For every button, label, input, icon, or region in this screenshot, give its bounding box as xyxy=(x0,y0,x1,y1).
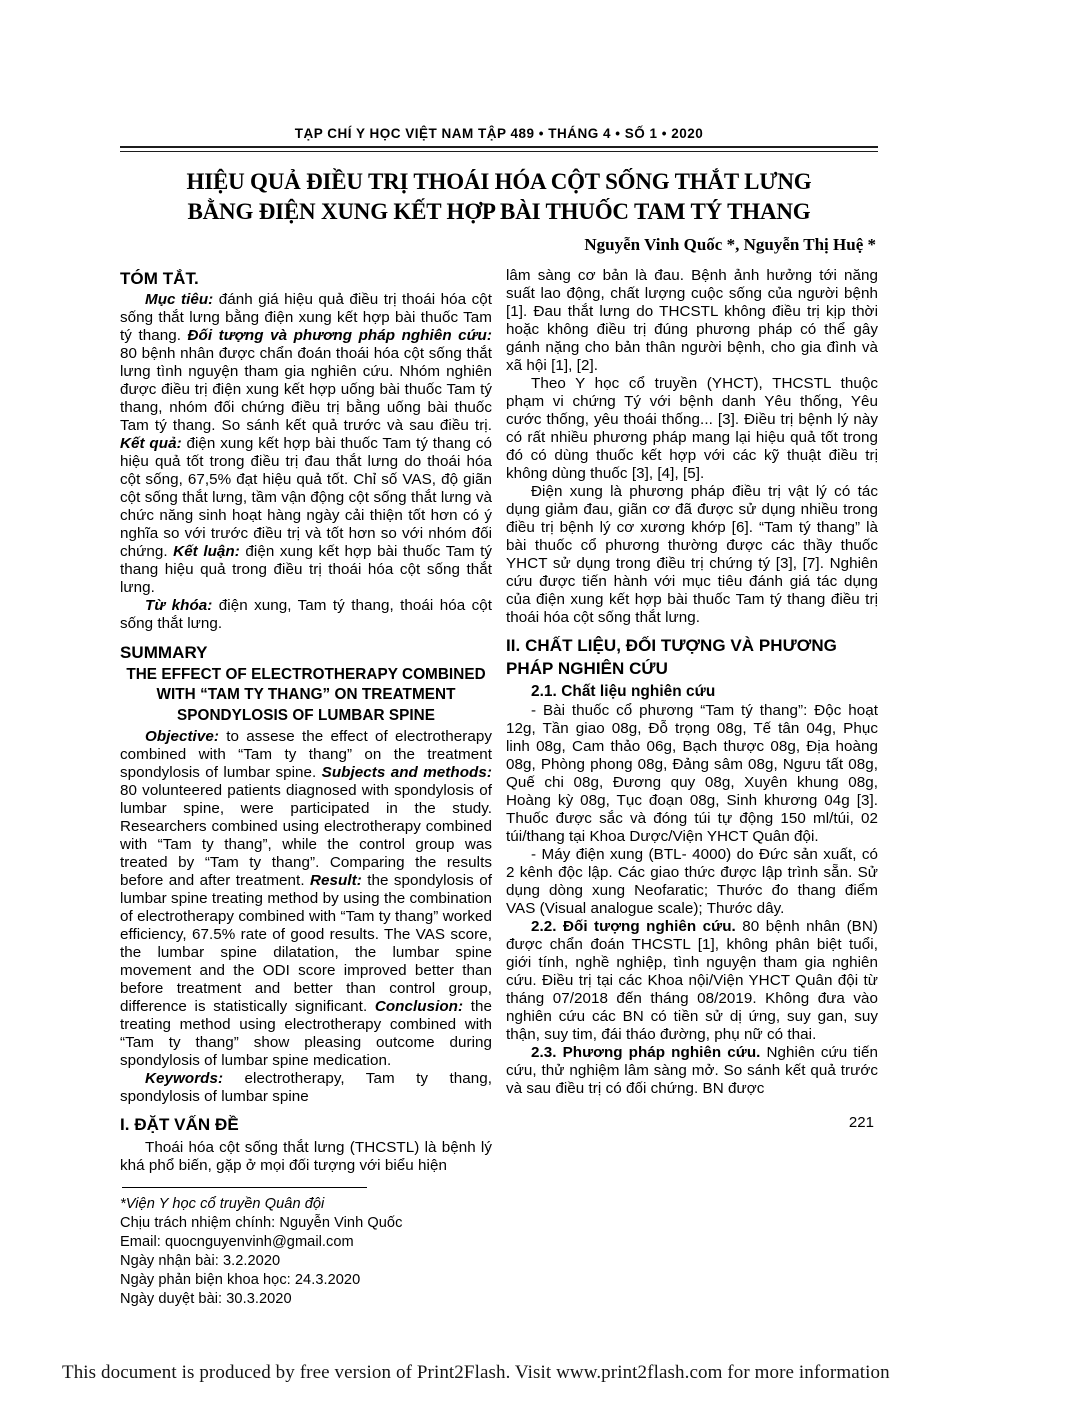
yhct-paragraph: Theo Y học cổ truyền (YHCT), THCSTL thuộc phạm vi chứng Tý với bệnh danh Yêu thống, Yêu cước thống, yêu thoái thống... [3]. Điều trị bệnh lý này có rất nhiều phương pháp mang lại hiệu quả tốt trong đó có dùng thuốc kết hợp với các kỹ thuật điều trị không dùng thuốc [3], [4], [5]. xyxy=(506,374,878,482)
footnote-affiliation: *Viện Y học cổ truyền Quân đội xyxy=(120,1196,325,1213)
footnote-line: Email: quocnguyenvinh@gmail.com xyxy=(120,1234,354,1251)
two-column-body xyxy=(120,267,878,1310)
column-right xyxy=(506,267,878,1310)
keywords-vi-paragraph: Từ khóa: điện xung, Tam tý thang, thoái hóa cột sống thắt lưng. xyxy=(120,596,493,632)
intro-heading: I. ĐẶT VẤN ĐỀ xyxy=(120,1115,239,1135)
footer-watermark: This document is produced by free version of Print2Flash. Visit www.print2flash.com for more information xyxy=(62,1362,890,1383)
section-2-heading: II. CHẤT LIỆU, ĐỐI TƯỢNG VÀ PHƯƠNG PHÁP NGHIÊN CỨU xyxy=(506,635,837,678)
journal-header: TẠP CHÍ Y HỌC VIỆT NAM TẬP 489 • THÁNG 4 • SỐ 1 • 2020 xyxy=(294,126,704,141)
footnote-line: Ngày nhận bài: 3.2.2020 xyxy=(120,1253,281,1270)
tomtat-heading: TÓM TẮT. xyxy=(120,268,199,288)
intro-paragraph: Thoái hóa cột sống thắt lưng (THCSTL) là bệnh lý khá phổ biến, gặp ở mọi đối tượng với biểu hiện xyxy=(120,1139,492,1175)
intro-continuation-paragraph: lâm sàng cơ bản là đau. Bệnh ảnh hưởng tới năng suất lao động, chất lượng cuộc sống của người bệnh [1]. Đau thắt lưng do THCSTL không điều trị kịp thời hoặc không điều trị đúng phương pháp có thể gây gánh nặng cho bản thân người bệnh, cho gia đình và xã hội [1], [2]. xyxy=(506,266,878,374)
abstract-paragraph: Mục tiêu: đánh giá hiệu quả điều trị thoái hóa cột sống thắt lưng bằng điện xung kết hợp bài thuốc Tam tý thang. Đối tượng và phương pháp nghiên cứu: 80 bệnh nhân được chẩn đoán thoái hóa cột sống thắt lưng tình nguyện tham gia nghiên cứu. Nhóm nghiên được điều trị điện xung kết hợp uống bài thuốc Tam tý thang, nhóm đối chứng điều trị bằng uống bài thuốc Tam tý thang. So sánh kết quả trước và sau điều trị. Kết quả: điện xung kết hợp bài thuốc Tam tý thang có hiệu quả tốt trong điều trị đau thắt lưng do thoái hóa cột sống, 67,5% đạt hiệu quả tốt. Chỉ số VAS, độ giãn cột sống thắt lưng, tầm vận động cột sống thắt lưng và chức năng sinh hoạt hàng ngày cải thiện tốt hơn có ý nghĩa so với trước điều trị và tốt hơn so với nhóm đối chứng. Kết luận: điện xung kết hợp bài thuốc Tam tý thang hiệu quả trong điều trị thoái hóa cột sống thắt lưng. xyxy=(120,290,493,596)
article-title xyxy=(120,167,878,227)
keywords-en-paragraph: Keywords: electrotherapy, Tam ty thang, spondylosis of lumbar spine xyxy=(120,1070,492,1106)
section-2-1-heading: 2.1. Chất liệu nghiên cứu xyxy=(531,682,716,700)
footnote-line: Ngày duyệt bài: 30.3.2020 xyxy=(120,1291,292,1308)
section-2-3-paragraph: 2.3. Phương pháp nghiên cứu. Nghiên cứu tiến cứu, thử nghiệm lâm sàng mở. So sánh kết quả trước và sau điều trị có đối chứng. BN được xyxy=(506,1043,878,1097)
remedy-paragraph: - Bài thuốc cổ phương “Tam tý thang”: Độc hoạt 12g, Tần giao 08g, Đỗ trọng 08g, Tế tân 04g, Phục linh 08g, Cam thảo 06g, Bạch thược 08g, Địa hoàng 08g, Phòng phong 08g, Đảng sâm 08g, Ngưu tất 08g, Quế chi 08g, Đương quy 08g, Xuyên khung 08g, Hoàng kỳ 08g, Tục đoạn 08g, Sinh khương 04g [3]. Thuốc được sắc và đóng túi tự động 150 ml/túi, 02 túi/thang tại Khoa Dược/Viện YHCT Quân đội. xyxy=(506,701,878,845)
article-title-line2: BẰNG ĐIỆN XUNG KẾT HỢP BÀI THUỐC TAM TÝ THANG xyxy=(187,198,811,224)
page-number: 221 xyxy=(848,1113,874,1131)
footnote-line: Chịu trách nhiệm chính: Nguyễn Vinh Quốc xyxy=(120,1215,403,1232)
page-content xyxy=(120,126,878,1309)
column-left xyxy=(120,267,492,1310)
footnote-line: Ngày phản biện khoa học: 24.3.2020 xyxy=(120,1272,361,1289)
dien-xung-paragraph: Điện xung là phương pháp điều trị vật lý có tác dụng giảm đau, giãn cơ đã được sử dụng nhiều trong điều trị bệnh lý cơ xương khớp [6]. “Tam tý thang” là bài thuốc cổ phương thường được các thầy thuốc YHCT sử dụng trong điều trị chứng tý [3], [7]. Nghiên cứu được tiến hành với mục tiêu đánh giá tác dụng của điện xung kết hợp bài thuốc Tam tý thang điều trị thoái hóa cột sống thắt lưng. xyxy=(506,482,878,626)
section-2-2-paragraph: 2.2. Đối tượng nghiên cứu. 80 bệnh nhân (BN) được chẩn đoán THCSTL [1], không phân biệt tuổi, giới tính, nghề nghiệp, tình nguyện tham gia nghiên cứu. Điều trị tại các Khoa nội/Viện YHCT Quân đội từ tháng 07/2018 đến tháng 08/2019. Không đưa vào nghiên cứu các BN có tiền sử dị ứng, suy gan, suy thận, suy tim, đái tháo đường, phụ nữ có thai. xyxy=(506,917,878,1043)
summary-title: THE EFFECT OF ELECTROTHERAPY COMBINED WITH “TAM TY THANG” ON TREATMENT SPONDYLOSIS OF LUMBAR SPINE xyxy=(126,665,486,724)
header-rule xyxy=(120,146,878,152)
footnote-block xyxy=(120,1195,492,1309)
authors-line: Nguyễn Vinh Quốc *, Nguyễn Thị Huệ * xyxy=(584,234,876,254)
footnote-separator xyxy=(122,1187,367,1188)
article-title-line1: HIỆU QUẢ ĐIỀU TRỊ THOÁI HÓA CỘT SỐNG THẮT LƯNG xyxy=(186,169,812,194)
summary-heading: SUMMARY xyxy=(120,642,208,662)
summary-paragraph: Objective: to assese the effect of electrotherapy combined with “Tam ty thang” on the treatment spondylosis of lumbar spine. Subjects and methods: 80 volunteered patients diagnosed with spondylosis of lumbar spine, were participated in the study. Researchers combined using electrotherapy combined with “Tam ty thang”, while the control group was treated by “Tam ty thang”. Comparing the results before and after treatment. Result: the spondylosis of lumbar spine treating method by using the combination of electrotherapy combined with “Tam ty thang” worked efficiency, 67.5% rate of good results. The VAS score, the lumbar spine dilatation, the lumbar spine movement and the ODI score improved better than before treatment and better than control group, difference is statistically significant. Conclusion: the treating method using electrotherapy combined with “Tam ty thang” show pleasing outcome during spondylosis of lumbar spine medication. xyxy=(120,728,492,1070)
device-paragraph: - Máy điện xung (BTL- 4000) do Đức sản xuất, có 2 kênh độc lập. Các giao thức được lập trình sẵn. Sử dụng dòng xung Neofaratic; Thước đo thang điểm VAS (Visual analogue scale); Thước dây. xyxy=(506,845,878,917)
